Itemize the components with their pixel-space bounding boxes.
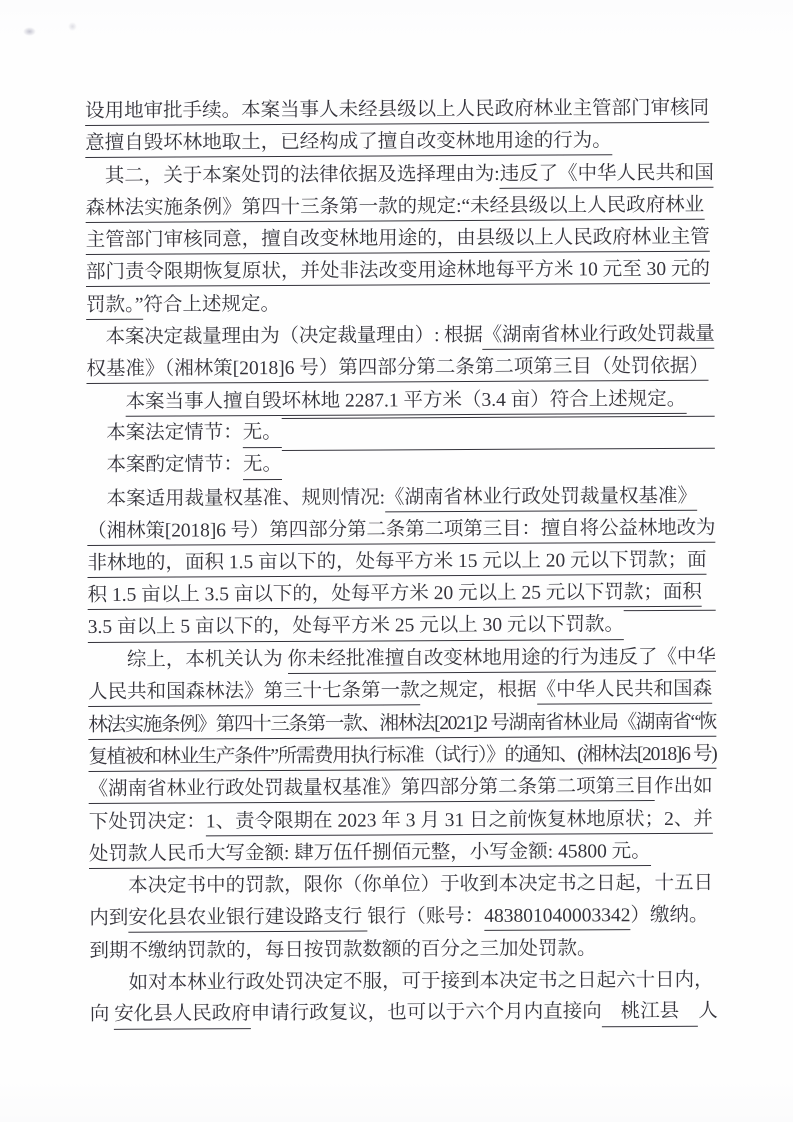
underlined-text-segment: 人民共和国森林法》第三十七条第一款 bbox=[88, 681, 420, 708]
document-line bbox=[89, 803, 717, 839]
document-line bbox=[89, 900, 717, 936]
text-segment: 内到 bbox=[89, 908, 129, 930]
text-segment: ）缴纳。 bbox=[630, 905, 709, 927]
underlined-text-segment: 483801040003342 bbox=[484, 906, 630, 932]
underlined-text-segment: 部门责令限期恢复原状，并处非法改变用途林地每平方米 10 元至 30 元的 bbox=[86, 259, 710, 287]
underlined-text-segment: 本案当事人擅自毁坏林地 2287.1 平方米（3.4 亩）符合上述规定。 bbox=[126, 389, 687, 417]
underlined-text-segment: 处罚款人民币大写金额: 肆万伍仟捌佰元整，小写金额: 45800 元。 bbox=[89, 841, 651, 869]
text-segment: 下处罚决定： bbox=[88, 810, 206, 833]
document-line bbox=[85, 125, 713, 161]
underlined-text-segment: （湘林策[2018]6 号）第四部分第二条第二项第三目：擅自将公益林地改为 bbox=[87, 518, 715, 546]
text-segment: 申请行政复议，也可以于六个月内直接向 bbox=[250, 1001, 602, 1025]
underlined-text-segment: 林法实施条例》第四十三条第一款、湘林法[2021]2 号湖南省林业局《湖南省“恢 bbox=[88, 711, 716, 739]
text-segment: 本案决定裁量理由为（决定裁量理由）: 根据 bbox=[86, 324, 483, 349]
document-line bbox=[87, 416, 715, 452]
underlined-text-segment: 设用地审批手续。本案当事人未经县级以上人民政府林业主管部门审核同 bbox=[85, 98, 709, 126]
text-segment: 银行（账号： bbox=[367, 906, 485, 928]
text-segment: 综上，本机关认为 bbox=[87, 648, 288, 672]
document-line bbox=[86, 319, 714, 355]
underlined-text-segment: 权基准》（湘林策[2018]6 号）第四部分第二条第二项第三目（处罚依据） bbox=[86, 356, 708, 384]
document-line bbox=[87, 545, 715, 581]
scan-smudge-mark bbox=[23, 27, 36, 36]
document-line bbox=[89, 868, 717, 904]
document-line bbox=[88, 609, 716, 645]
underlined-text-segment: 安化县农业银行建设路支行 bbox=[128, 907, 367, 933]
document-line bbox=[86, 190, 714, 226]
underlined-text-segment: 无。 bbox=[243, 418, 282, 448]
document-line bbox=[86, 351, 714, 387]
document-line bbox=[86, 254, 714, 290]
text-segment: 到期不缴纳罚款的，每日按罚款数额的百分之三加处罚款。 bbox=[89, 938, 597, 962]
blank-underline: 桃江县 bbox=[602, 997, 699, 1028]
underlined-text-segment: 你未经批准擅自改变林地用途的行为违反了《中华 bbox=[287, 647, 715, 674]
text-segment: 本案酌定情节： bbox=[86, 454, 244, 477]
underlined-text-segment: 违反了《中华人民共和国 bbox=[500, 162, 714, 188]
underlined-text-segment: 3.5 亩以上 5 亩以下的，处每平方米 25 元以上 30 元以下罚款。 bbox=[88, 610, 624, 643]
underlined-text-segment: 《中华人民共和国森 bbox=[537, 679, 713, 705]
text-segment: 本案法定情节： bbox=[86, 422, 243, 444]
text-segment: 本案适用裁量权基准、规则情况: bbox=[87, 486, 386, 510]
underlined-text-segment: 无。 bbox=[243, 450, 282, 480]
scan-smudge-mark bbox=[68, 22, 77, 31]
text-segment bbox=[87, 391, 126, 412]
penalty-decision-document bbox=[85, 93, 718, 1033]
document-line bbox=[88, 642, 716, 678]
underlined-text-segment: 意擅自毁坏林地取土，已经构成了擅自改变林地用途的行为。 bbox=[85, 131, 612, 159]
document-line bbox=[88, 674, 716, 710]
text-segment: 符合上述规定。 bbox=[143, 293, 281, 316]
document-line bbox=[90, 997, 718, 1033]
document-line bbox=[88, 706, 716, 742]
document-line bbox=[87, 383, 715, 419]
document-line bbox=[88, 577, 716, 613]
document-line bbox=[85, 93, 713, 129]
document-line bbox=[89, 771, 717, 807]
document-line bbox=[87, 513, 715, 549]
text-segment: 如对本林业行政处罚决定不服，可于接到本决定书之日起六十日内， bbox=[89, 969, 714, 995]
underlined-text-segment: 罚款。” bbox=[86, 294, 144, 319]
document-line bbox=[86, 222, 714, 258]
text-segment: 之规定，根据 bbox=[419, 679, 537, 702]
underlined-text-segment: 非林地的，面积 1.5 亩以下的，处每平方米 15 元以上 20 元以下罚款；面 bbox=[87, 550, 706, 578]
underlined-text-segment: 安化县人民政府 bbox=[114, 999, 251, 1030]
document-line bbox=[87, 448, 715, 484]
text-segment: 其二，关于本案处罚的法律依据及选择理由为: bbox=[85, 163, 500, 187]
underlined-text-segment: 《湖南省林业行政处罚裁量权基准》第四部分第二条第二项第三目 bbox=[89, 776, 655, 804]
underlined-text-segment: 主管部门审核同意，擅自改变林地用途的，由县级以上人民政府林业主管 bbox=[86, 227, 710, 255]
underlined-text-segment: 《湖南省林业行政处罚裁量 bbox=[483, 324, 715, 350]
underlined-text-segment: 《湖南省林业行政处罚裁量权基准》 bbox=[385, 485, 697, 512]
document-line bbox=[87, 480, 715, 516]
underlined-text-segment: 森林法实施条例》第四十三条第一款的规定:“未经县级以上人民政府林业 bbox=[86, 195, 705, 223]
document-line bbox=[89, 932, 717, 968]
underlined-text-segment: 复植被和林业生产条件”所需费用执行标准（试行）》的通知、(湘林法[2018]6 号) bbox=[88, 744, 716, 772]
document-line bbox=[86, 286, 714, 322]
text-segment: 向 bbox=[89, 1004, 115, 1026]
text-segment: 本决定书中的罚款，限你（你单位）于收到本决定书之日起，十五日 bbox=[89, 872, 714, 898]
document-line bbox=[89, 836, 717, 872]
blank-underline bbox=[624, 609, 716, 610]
underlined-text-segment: 1、责令限期在 2023 年 3 月 31 日之前恢复林地原状；2、并 bbox=[206, 808, 713, 836]
text-segment: 人 bbox=[698, 1001, 718, 1023]
document-line bbox=[88, 739, 716, 775]
document-line bbox=[90, 965, 718, 1001]
text-segment: 作出如 bbox=[654, 775, 713, 798]
document-line bbox=[85, 157, 713, 193]
underlined-text-segment: 积 1.5 亩以上 3.5 亩以下的，处每平方米 20 元以上 25 元以下罚款；面积 bbox=[88, 582, 702, 610]
